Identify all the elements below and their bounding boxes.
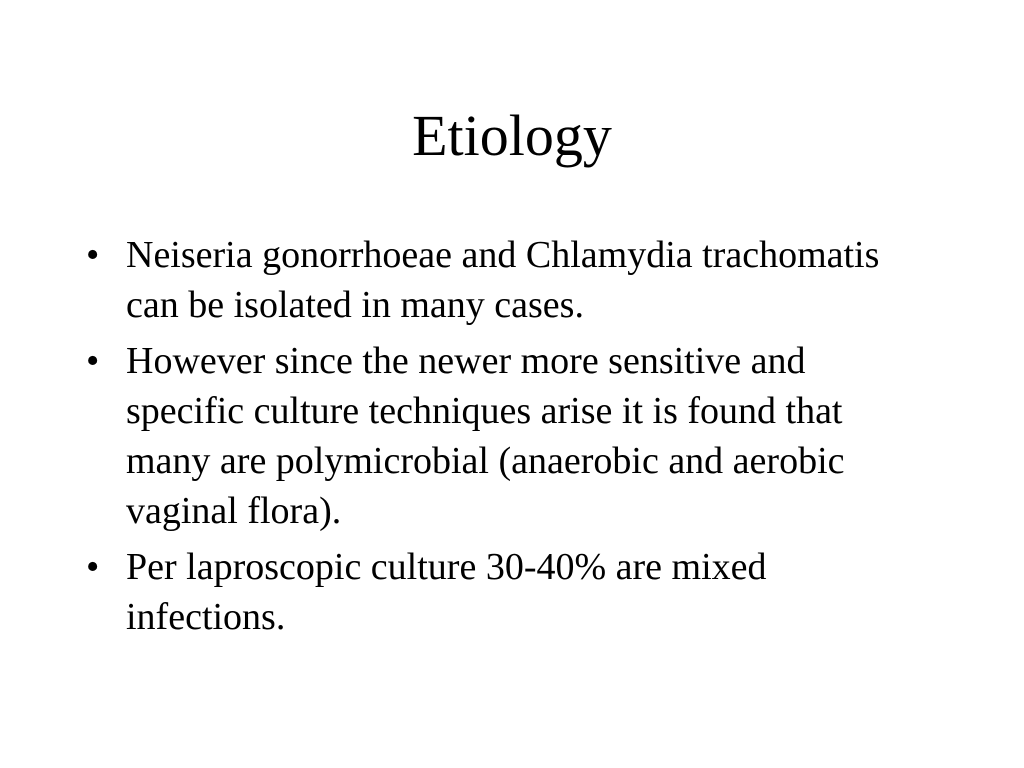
bullet-item <box>84 230 924 330</box>
bullet-list <box>84 230 924 648</box>
bullet-icon: • <box>86 546 100 588</box>
bullet-icon: • <box>86 340 100 382</box>
bullet-item <box>84 542 924 642</box>
bullet-icon: • <box>86 234 100 276</box>
bullet-item <box>84 336 924 536</box>
bullet-text: However since the newer more sensitive and specific culture techniques arise it is found that many are polymicrobial (anaerobic and aerobic vaginal flora). <box>126 340 845 532</box>
bullet-text: Neiseria gonorrhoeae and Chlamydia trachomatis can be isolated in many cases. <box>126 234 880 326</box>
slide-title: Etiology <box>412 103 612 168</box>
bullet-text: Per laproscopic culture 30-40% are mixed infections. <box>126 546 767 638</box>
